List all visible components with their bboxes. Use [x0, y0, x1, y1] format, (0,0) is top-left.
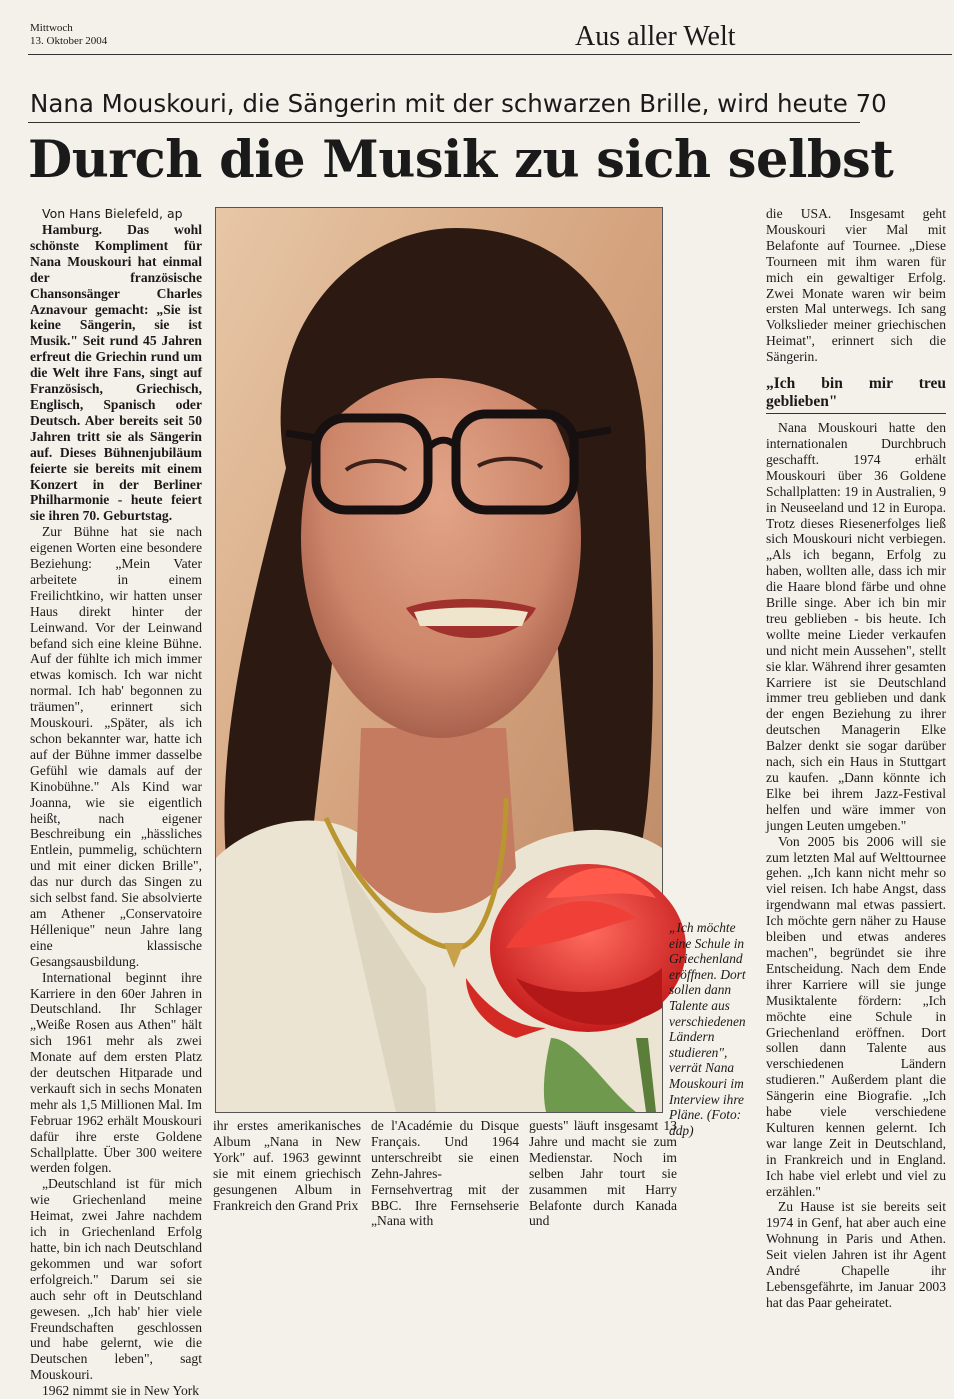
body-paragraph: „Deutschland ist für mich wie Griechenland meine Heimat, zwei Jahre nachdem ich in Griechenland Erfolg hatte, bin ich nach Deutschland gekommen und war sofort erfolgreich." Darum sei sie auch sehr oft in Deutschland gewesen. „Ich hab' hier viele Freundschaften geschlossen und habe gelernt, wie die Deutschen leben", sagt Mouskouri. — [30, 1176, 202, 1383]
body-paragraph: Von 2005 bis 2006 will sie zum letzten Mal auf Welttournee gehen. „Ich kann nicht mehr so viel reisen. Ich habe Angst, dass irgendwann mal etwas passiert. Ich möchte gern näher zu Hause bleiben und etwas anderes machen", begründet sie ihre Entscheidung. Nach dem Ende ihrer Karriere will sie junge Musiktalente fördern: „Ich möchte eine Schule in Griechenland eröffnen. Dort sollen dann Talente aus verschiedenen Ländern studieren." Außerdem plant die Sängerin eine Biografie. „Ich habe viele verschiedene Kulturen kennen gelernt. Ich war lange Zeit in Deutschland, in Frankreich und in England. Ich habe viel erlebt und viel zu erzählen." — [766, 833, 946, 1199]
issue-full-date: 13. Oktober 2004 — [30, 35, 108, 47]
kicker-rule — [28, 122, 860, 123]
article-kicker: Nana Mouskouri, die Sängerin mit der schwarzen Brille, wird heute 70 — [30, 89, 887, 118]
body-paragraph: International beginnt ihre Karriere in den 60er Jahren in Deutschland. Ihr Schlager „Weiße Rosen aus Athen" hält sich 1961 mehr als zwei Monate auf dem ersten Platz der deutschen Hitparade und verkauft sich in sechs Monaten mehr als 1,5 Millionen Mal. Im Februar 1962 erhält Mouskouri dafür ihre erste Goldene Schallplatte. Über 300 weitere werden folgen. — [30, 969, 202, 1176]
portrait-photo — [215, 207, 663, 1113]
portrait-illustration — [216, 208, 662, 1112]
article-column-4 — [529, 1118, 677, 1229]
issue-date — [30, 22, 107, 48]
article-headline: Durch die Musik zu sich selbst — [28, 130, 894, 190]
issue-weekday: Mittwoch — [30, 22, 73, 34]
body-paragraph: Nana Mouskouri hatte den internationalen Durchbruch geschafft. 1974 erhält Mouskouri über 36 Goldene Schallplatten: 19 in Australien, 9 in Neuseeland und 12 in Europa. Trotz dieses Riesenerfolges ließ sich Mouskouri nicht verbiegen. „Als ich begann, Erfolg zu haben, wollten alle, dass ich mir die Haare blond färbe und ohne Brille singe. Aber ich bin mir treu geblieben - bis heute. Ich wollte meine Lieder verkaufen und nicht mein Aussehen", stellt sie klar. Während ihrer gesamten Karriere ist sie Deutschland immer treu geblieben und dank der engen Beziehung zu ihrer deutschen Managerin Elke Balzer denkt sie sogar darüber nach, sich ein Haus in Stuttgart zu kaufen. „Dann könnte ich Elke bei ihrem Jazz-Festival helfen und wäre immer von jungen Leuten umgeben." — [766, 420, 946, 833]
article-column-3 — [371, 1118, 519, 1229]
photo-caption: „Ich möchte eine Schule in Griechenland eröffnen. Dort sollen dann Talente aus verschiedenen Ländern studieren", verrät Nana Mouskouri im Interview ihre Pläne. (Foto: ddp) — [669, 920, 746, 1138]
body-paragraph: Zu Hause ist sie bereits seit 1974 in Genf, hat aber auch eine Wohnung in Paris und Athen. Seit vielen Jahren ist ihr Agent André Chapelle ihr Lebensgefährte, im Januar 2003 hat das Paar geheiratet. — [766, 1199, 946, 1310]
body-paragraph: Zur Bühne hat sie nach eigenen Worten eine besondere Beziehung: „Mein Vater arbeitete in einem Freilichtkino, wir hatten unser Haus direkt hinter der Leinwand. Vor der Leinwand befand sich eine kleine Bühne. Auf der fühlte ich mich immer etwas komisch. Ich war nicht normal. Ich hab' begonnen zu träumen", erinnert sich Mouskouri. „Später, als ich schon bekannter war, hatte ich auf der Bühne immer dasselbe Gefühl wie damals auf der Kinobühne." Als Kind war Joanna, wie sie eigentlich heißt, nach eigener Beschreibung ein „hässliches Entlein, pummelig, schüchtern und mit einer dicken Brille", das nur durch das Singen zu sich selbst fand. Sie absolvierte am Athener „Conservatoire Héllenique" neun Jahre lang eine klassische Gesangsausbildung. — [30, 524, 202, 969]
header-rule — [28, 54, 952, 55]
article-column-2 — [213, 1118, 361, 1213]
section-title: Aus aller Welt — [575, 21, 736, 52]
article-subhead: „Ich bin mir treu geblieben" — [766, 375, 946, 414]
body-paragraph: guests" läuft insgesamt 13 Jahre und macht sie zum Medienstar. Noch im selben Jahr tourt sie zusammen mit Harry Belafonte durch Kanada und — [529, 1118, 677, 1229]
body-paragraph: die USA. Insgesamt geht Mouskouri vier Mal mit Belafonte auf Tournee. „Diese Tourneen mit ihm waren für mich ein gewaltiger Erfolg. Zwei Monate waren wir beim ersten Mal unterwegs. Ich sang Volkslieder meiner griechischen Heimat", erinnert sich die Sängerin. — [766, 206, 946, 365]
byline: Von Hans Bielefeld, ap — [42, 206, 183, 221]
body-paragraph: de l'Académie du Disque Français. Und 1964 unterschreibt sie einen Zehn-Jahres-Fernsehvertrag mit der BBC. Ihre Fernsehserie „Nana with — [371, 1118, 519, 1229]
article-column-5 — [766, 206, 946, 1310]
body-paragraph: ihr erstes amerikanisches Album „Nana in New York" auf. 1963 gewinnt sie mit einem griechisch gesungenen Album in Frankreich den Grand Prix — [213, 1118, 361, 1213]
body-paragraph: 1962 nimmt sie in New York — [42, 1383, 200, 1399]
lead-paragraph: Hamburg. Das wohl schönste Kompliment für Nana Mouskouri hat einmal der französische Chansonsänger Charles Aznavour gemacht: „Sie ist keine Sängerin, sie ist Musik." Seit rund 45 Jahren erfreut die Griechin rund um die Welt ihre Fans, singt auf Französisch, Griechisch, Englisch, Spanisch oder Deutsch. Aber bereits seit 50 Jahren tritt sie als Sängerin auf. Dieses Bühnenjubiläum feierte sie bereits mit einem Konzert in der Berliner Philharmonie - heute feiert sie ihren 70. Geburtstag. — [30, 222, 202, 524]
article-column-1 — [30, 206, 202, 1399]
